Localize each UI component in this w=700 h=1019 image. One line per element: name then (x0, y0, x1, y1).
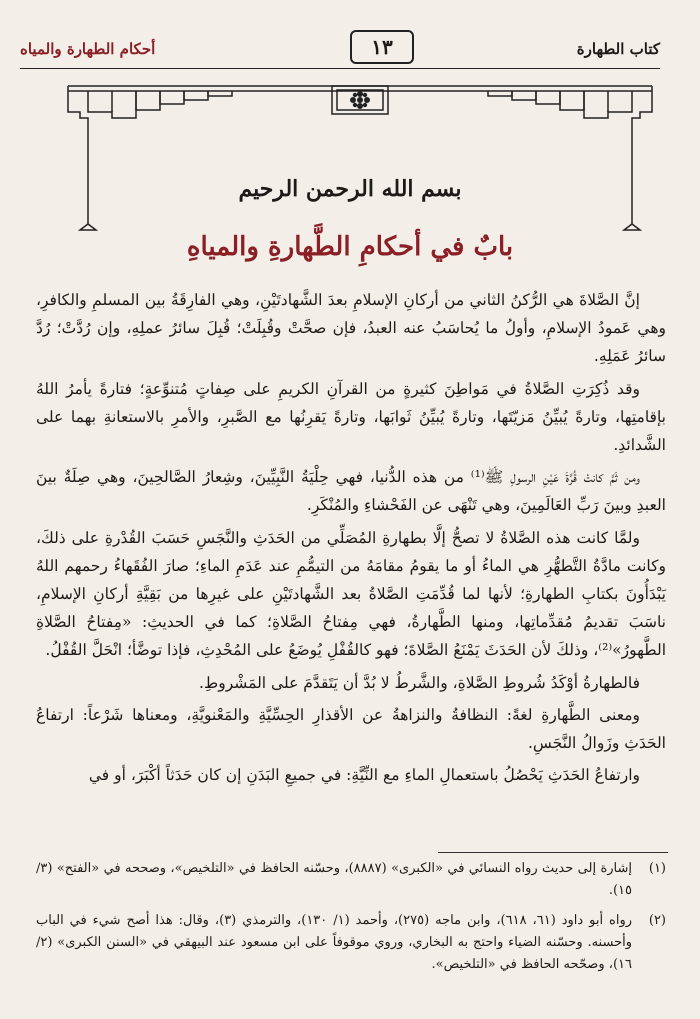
footnote (36, 910, 666, 976)
paragraph: ولمَّا كانت هذه الصَّلاةُ لا تصحُّ إلَّا بطهارةِ المُصَلِّي من الحَدَثِ والنَّجَسِ حَسَبَ القُدْرةِ على ذلكَ، وكانت مادَّةُ التَّطهُّرِ هي الماءُ أو ما يقومُ مقامَهُ من التيمُّمِ عند عَدَمِ الماءِ؛ صارَ الفُقَهاءُ رحمهم اللهُ يَبْدَأُونَ بكتابِ الطهارةِ؛ لأنها لما قُدِّمَتِ الصَّلاةُ بعد الشَّهادتَيْنِ على غيرِها من بَقِيَّةِ أركانِ الإسلامِ، ناسَبَ تقديمُ مُقدِّماتِها، ومنها الطَّهارةُ، فهي مِفتاحُ الصَّلاةِ؛ كما في الحديثِ: «مِفتاحُ الصَّلاةِ الطَّهورُ»⁽²⁾، وذلكَ لأن الحَدَثَ يَمْنَعُ الصَّلاةَ؛ فهو كالقُفْلِ يُوضَعُ على المُحْدِثِ، فإذا توضَّأ؛ انْحَلَّ القُفْلُ. (36, 528, 666, 660)
chapter-title: بابٌ في أحكامِ الطَّهارةِ والمياهِ (186, 232, 514, 262)
page-number: ١٣ (350, 30, 414, 64)
footnotes (36, 858, 666, 984)
paragraph: فالطهارةُ أوْكَدُ شُروطِ الصَّلاةِ، والشَّرطُ لا بُدَّ أن يَتَقدَّمَ على المَشْروطِ. (198, 673, 640, 692)
paragraph: ومن ثَمَّ كانتْ قُرَّةَ عَيْنِ الرسولِ ﷺ⁽¹⁾ من هذه الدُّنيا، فهي حِلْيَةُ النَّبِيِّينَ، وشِعارُ الصَّالحِينَ، وهي صِلَةٌ بينَ العبدِ وبينَ رَبِّ العَالَمِينَ، وهي تَنْهَى عن الفَحْشاءِ والمُنْكَرِ. (36, 468, 666, 515)
ornamental-frame (60, 82, 660, 232)
basmala: بسم الله الرحمن الرحيم (238, 176, 462, 202)
paragraph: وقد ذُكِرَتِ الصَّلاةُ في مَواطِنَ كثيرةٍ من القرآنِ الكريمِ على صِفاتٍ مُتنوِّعةٍ؛ فتارةً يأمرُ اللهُ بإقامتِها، وتارةً يُبيِّنُ مَزيّتَها، وتارةً يُبيِّنُ ثَوابَها، وتارةً يَقرِنُها مع الصَّبرِ، والأمرِ بالاستعانةِ بهما على الشَّدائدِ. (36, 379, 666, 455)
book-title: كتاب الطهارة (576, 40, 660, 58)
paragraph: إنَّ الصَّلاةَ هي الرُّكنُ الثاني من أركانِ الإسلامِ بعدَ الشَّهادتَيْنِ، وهي الفارِقَةُ بين المسلمِ والكافرِ، وهي عَمودُ الإسلامِ، وأولُ ما يُحاسَبُ عنه العبدُ، فإن صحَّتْ وقُبِلَتْ؛ قُبِلَ سائرُ عملِهِ، وإن رُدَّتْ؛ رُدَّ سائرُ عَمَلِهِ. (36, 291, 666, 366)
section-title: أحكام الطهارة والمياه (20, 40, 156, 58)
footnote-number: (٢) (648, 913, 666, 928)
header-divider (20, 68, 660, 69)
footnote-divider (438, 852, 668, 853)
flower-ornament-icon (350, 91, 370, 109)
paragraph: ومعنى الطَّهارةِ لغةً: النظافةُ والنزاهةُ عن الأقذارِ الحِسِّيَّةِ والمَعْنويَّةِ، ومعناها شَرْعاً: ارتفاعُ الحَدَثِ وزَوالُ النَّجَسِ. (36, 705, 666, 753)
body-text (36, 286, 666, 793)
paragraph: وارتفاعُ الحَدَثِ يَحْصُلُ باستعمالِ الماءِ مع النِّيَّةِ: في جميعِ البَدَنِ إن كان حَدَثاً أكْبَرَ، أو في (88, 766, 640, 785)
running-header (20, 30, 660, 66)
footnote-text: رواه أبو داود (٦١، ٦١٨)، وابن ماجه (٢٧٥)، وأحمد (١/ ١٣٠)، والترمذي (٣)، وقال: هذا أصح شيء في الباب وأحسنه. وحسّنه الضياء واحتج به البخاري، وروي موقوفاً على ابن مسعود عند البيهقي في «السنن الكبرى» (٢/ ١٦)، وصحّحه الحافظ في «التلخيص». (36, 913, 633, 972)
footnote (36, 858, 666, 902)
footnote-text: إشارة إلى حديث رواه النسائي في «الكبرى» (٨٨٨٧)، وحسّنه الحافظ في «التلخيص»، وصححه في «الفتح» (٣/ ١٥). (36, 861, 632, 898)
footnote-number: (١) (648, 861, 666, 876)
